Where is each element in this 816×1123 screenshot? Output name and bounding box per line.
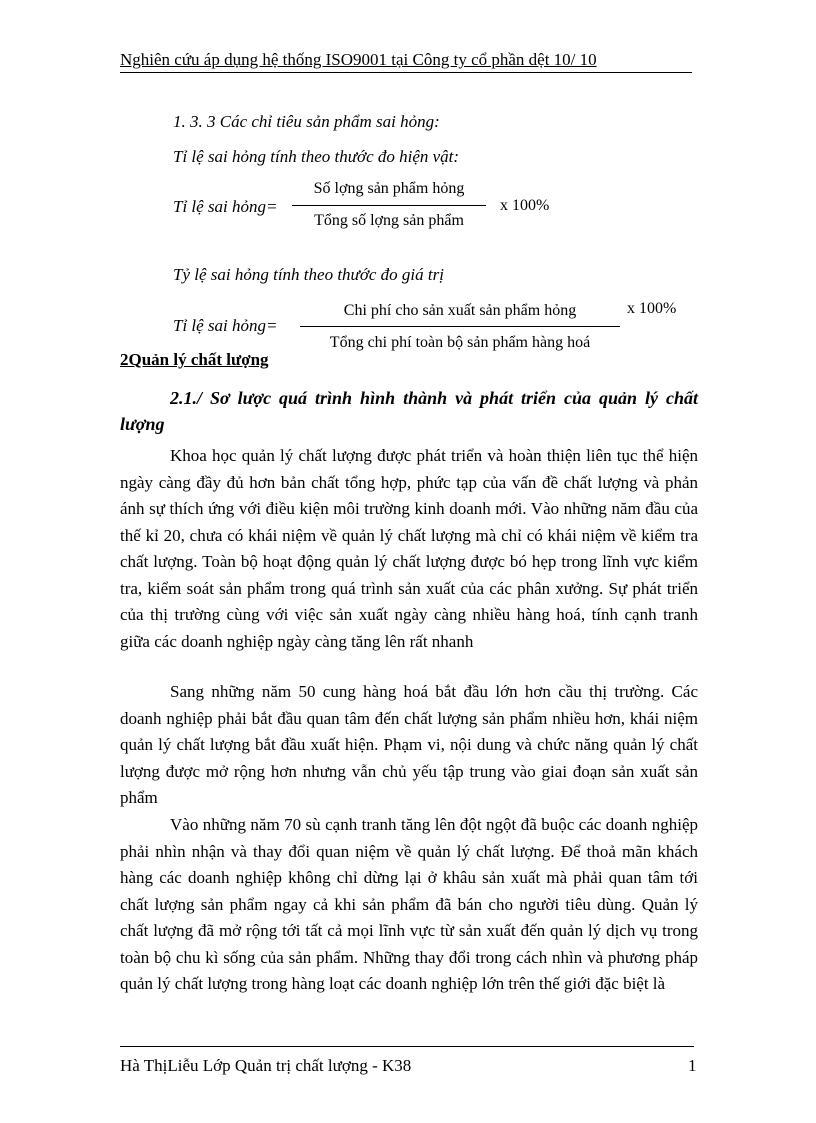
formula1-fraction-bar xyxy=(292,205,486,206)
section-2-heading: 2Quản lý chất lượng xyxy=(120,350,269,369)
formula2-multiplier: x 100% xyxy=(627,300,677,317)
formula2-denominator: Tổng chi phí toàn bộ sản phẩm hàng hoá xyxy=(329,334,591,351)
footer-author: Hà ThịLiễu Lớp Quản trị chất lượng - K38 xyxy=(120,1056,412,1075)
body-paragraph-3: Vào những năm 70 sù cạnh tranh tăng lên đột ngột đã buộc các doanh nghiệp phải nhìn nhận và thay đổi quan niệm về quản lý chất lượng. Để thoả mãn khách hàng các doanh nghiệp không chỉ dừng lại ở khâu sản xuất mà phải quan tâm tới chất lượng sản phẩm ngay cả khi sản phẩm đã bán cho người tiêu dùng. Quản lý chất lượng đã mở rộng tới tất cả mọi lĩnh vực từ sản xuất đến quản lý dịch vụ trong toàn bộ chu kì sống của sản phẩm. Những thay đổi trong cách nhìn và phương pháp quản lý chất lượng trong hàng loạt các doanh nghiệp lớn trên thế giới đặc biệt là xyxy=(120,815,698,993)
physical-measure-label: Tỉ lệ sai hỏng tính theo thước đo hiện vật: xyxy=(173,147,460,166)
page-number: 1 xyxy=(688,1056,697,1075)
formula2-numerator: Chi phí cho sản xuất sản phẩm hỏng xyxy=(343,302,577,319)
formula1-numerator: Số lợng sản phẩm hỏng xyxy=(313,180,465,197)
section-21-heading: 2.1./ Sơ lược quá trình hình thành và phát triển của quản lý chất lượng xyxy=(120,388,698,434)
value-measure-label: Tỷ lệ sai hỏng tính theo thước đo giá trị xyxy=(173,265,444,284)
formula1-lhs: Tỉ lệ sai hỏng= xyxy=(173,197,278,216)
section-133-title: 1. 3. 3 Các chỉ tiêu sản phẩm sai hỏng: xyxy=(173,112,440,131)
formula1-multiplier: x 100% xyxy=(500,197,550,214)
formula1-denominator: Tổng số lợng sản phẩm xyxy=(314,212,464,229)
body-paragraph-1: Khoa học quản lý chất lượng được phát triển và hoàn thiện liên tục thể hiện ngày càng đầy đủ hơn bản chất tổng hợp, phức tạp của vấn đề chất lượng và phản ánh sự thích ứng với điều kiện môi trường kinh doanh mới. Vào những năm đầu của thế kỉ 20, chưa có khái niệm về quản lý chất lượng mà chỉ có khái niệm về kiểm tra chất lượng. Toàn bộ hoạt động quản lý chất lượng được bó hẹp trong lĩnh vực kiểm tra, kiểm soát sản phẩm trong quá trình sản xuất của các phân xưởng. Sự phát triển của thị trường cùng với việc sản xuất ngày càng nhiều hàng hoá, tính cạnh tranh giữa các doanh nghiệp ngày càng tăng lên rất nhanh xyxy=(120,446,698,651)
running-header-title: Nghiên cứu áp dụng hệ thống ISO9001 tại Công ty cổ phần dệt 10/ 10 xyxy=(120,50,597,69)
body-paragraph-2: Sang những năm 50 cung hàng hoá bắt đầu lớn hơn cầu thị trường. Các doanh nghiệp phải bắt đầu quan tâm đến chất lượng sản phẩm nhiều hơn, khái niệm quản lý chất lượng bắt đầu xuất hiện. Phạm vi, nội dung và chức năng quản lý chất lượng được mở rộng hơn nhưng vẫn chủ yếu tập trung vào giai đoạn sản xuất sản phẩm xyxy=(120,682,698,807)
formula2-fraction-bar xyxy=(300,326,620,327)
formula2-lhs: Tỉ lệ sai hỏng= xyxy=(173,316,278,335)
running-header xyxy=(120,50,692,73)
footer-rule xyxy=(120,1046,694,1047)
